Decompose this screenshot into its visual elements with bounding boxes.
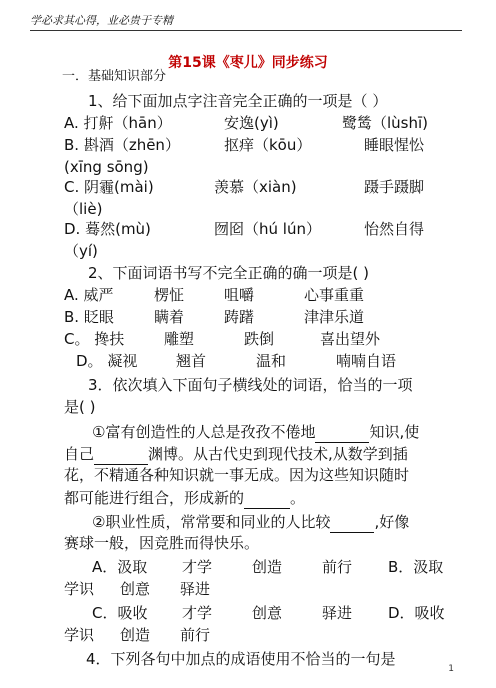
q3-passage1-line2 (64, 442, 458, 465)
q3-c-word1: C．吸收 (92, 604, 148, 622)
q3-c-word4: 驿进 (322, 604, 353, 622)
question-4-stem: 4．下列各句中加点的成语使用不恰当的一句是 (86, 650, 396, 668)
q2-d-word4: 喃喃自语 (336, 352, 397, 370)
q1-b-word1: B. 斟酒（zhēn） (64, 136, 180, 154)
section-heading: 一．基础知识部分 (62, 69, 167, 84)
q1-b-word2: 抠痒（kōu） (224, 136, 312, 154)
q1-a-word2: 安逸(yì) (224, 114, 279, 132)
q3-b-word4: 驿进 (180, 580, 211, 598)
q3-d-word1: D．吸收 (388, 604, 445, 622)
q3-a-word2: 才学 (182, 558, 213, 576)
q2-b-word3: 踌躇 (224, 308, 255, 326)
question-2-stem: 2、下面词语书写不完全正确的确一项是( ) (88, 264, 370, 282)
page-header (30, 8, 462, 31)
header-motto: 学必求其心得，业必贵于专精 (30, 14, 173, 27)
question-3-stem-cont: 是( ) (64, 398, 96, 416)
q3-c-word3: 创意 (252, 604, 283, 622)
q2-a-word2: 楞怔 (154, 286, 185, 304)
q3-d-word4: 前行 (180, 626, 211, 644)
q3-a-word1: A．汲取 (92, 558, 148, 576)
q2-a-word4: 心事重重 (304, 286, 365, 304)
q1-d-word2: 囫囵（hú lún） (214, 220, 321, 238)
question-3-stem: 3．依次填入下面句子横线处的词语，恰当的一项 (88, 376, 413, 394)
q2-a-word1: A. 威严 (64, 286, 114, 304)
q2-b-word4: 津津乐道 (304, 308, 365, 326)
q3-p1-text-a: ①富有创造性的人总是孜孜不倦地 (92, 423, 316, 441)
q3-b-word3: 创意 (120, 580, 151, 598)
question-1-stem: 1、给下面加点字注音完全正确的一项是（ ） (88, 92, 388, 110)
q2-a-word3: 咀嚼 (224, 286, 255, 304)
q2-c-word3: 跌倒 (244, 330, 275, 348)
q1-c-word1: C. 阴霾(mài) (64, 178, 154, 196)
q3-blank-1 (315, 420, 369, 443)
q2-c-word2: 雕塑 (164, 330, 195, 348)
q3-p2-text-a: ②职业性质，常常要和同业的人比较 (92, 513, 331, 531)
q1-option-b-cont: (xīng sōng) (64, 158, 149, 176)
q3-passage1-line4 (64, 486, 458, 509)
q1-c-word3: 蹑手蹑脚 (364, 178, 425, 196)
q3-d-word3: 创造 (120, 626, 151, 644)
q3-p1-text-c: 自己 (64, 445, 95, 463)
q1-c-word2: 羡慕（xiàn) (214, 178, 297, 196)
q2-d-word1: D。 凝视 (76, 352, 138, 370)
q2-d-word2: 翘首 (176, 352, 207, 370)
q3-blank-4 (330, 510, 374, 533)
q3-b-word1: B．汲取 (388, 558, 444, 576)
q2-d-word3: 温和 (256, 352, 287, 370)
q3-passage2-line1 (92, 510, 458, 533)
q2-b-word2: 瞒着 (154, 308, 185, 326)
q3-b-word2: 学识 (64, 580, 95, 598)
q3-d-word2: 学识 (64, 626, 95, 644)
q2-c-word4: 喜出望外 (320, 330, 381, 348)
q3-p2-text-b: ,好像 (374, 513, 410, 531)
q1-d-word3: 怡然自得 (364, 220, 425, 238)
q3-p1-text-d: 渊博。从古代史到现代技术,从数学到插 (148, 445, 408, 463)
page-number: 1 (448, 664, 454, 674)
q2-c-word1: C。 搀扶 (64, 330, 125, 348)
q3-c-word2: 才学 (182, 604, 213, 622)
q3-passage1-line1 (92, 420, 458, 443)
q3-p1-text-f: 都可能进行组合，形成新的 (64, 489, 245, 507)
q1-option-c-cont: （liè) (64, 200, 103, 218)
q1-b-word3: 睡眼惺忪 (364, 136, 425, 154)
q3-blank-3 (244, 486, 290, 509)
q2-b-word1: B. 眨眼 (64, 308, 114, 326)
q1-a-word3: 鹭鸶（lùshī) (342, 114, 429, 132)
q3-passage1-line3: 花，不精通各种知识就一事无成。因为这些知识随时 (64, 466, 410, 484)
q3-p1-text-g: 。 (290, 489, 306, 507)
q3-a-word4: 前行 (322, 558, 353, 576)
q1-d-word1: D. 蓦然(mù) (64, 220, 151, 238)
q3-blank-2 (94, 442, 148, 465)
page-title: 第15课《枣儿》同步练习 (168, 55, 328, 71)
q1-option-d-cont: （yí) (64, 242, 98, 260)
q3-passage2-line2: 赛球一般，因竞胜而得快乐。 (64, 534, 260, 552)
q3-a-word3: 创造 (252, 558, 283, 576)
q1-a-word1: A. 打鼾（hān） (64, 114, 172, 132)
q3-p1-text-b: 知识,使 (369, 423, 420, 441)
